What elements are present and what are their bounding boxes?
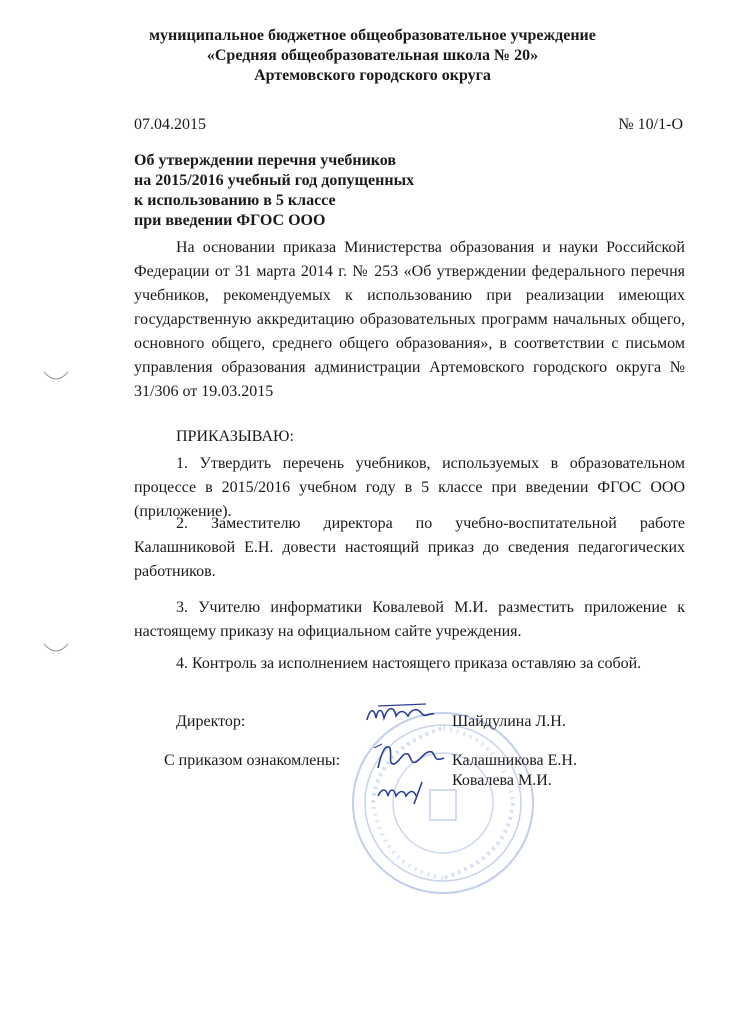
subject-line-3: к использованию в 5 классе — [134, 192, 336, 209]
order-item-4: 4. Контроль за исполнением настоящего приказа оставляю за собой. — [176, 655, 642, 672]
institution-header — [60, 26, 685, 86]
acknowledged-name-1: Калашникова Е.Н. — [452, 752, 577, 769]
header-line-3: Артемовского городского округа — [254, 67, 491, 84]
document-date: 07.04.2015 — [134, 116, 206, 133]
acknowledged-names — [452, 751, 577, 791]
director-signature — [364, 700, 438, 728]
document-subject — [134, 151, 414, 231]
kovaleva-signature — [374, 778, 434, 806]
director-name: Шайдулина Л.Н. — [452, 713, 566, 730]
acknowledged-name-2: Ковалева М.И. — [452, 772, 552, 789]
order-word: ПРИКАЗЫВАЮ: — [176, 428, 294, 445]
director-label: Директор: — [176, 713, 246, 730]
subject-line-1: Об утверждении перечня учебников — [134, 152, 397, 169]
header-line-2: «Средняя общеобразовательная школа № 20» — [206, 47, 539, 64]
order-item-2: 2. Заместителю директора по учебно-воспитательной работе Калашниковой Е.Н. довести настоящий приказ до сведения педагогических работников. — [134, 515, 685, 580]
kalashnikova-signature — [372, 740, 448, 774]
preamble-paragraph: На основании приказа Министерства образования и науки Российской Федерации от 31 марта 2014 г. № 253 «Об утверждении федерального перечня учебников, рекомендуемых к использованию при реализации имеющих государственную аккредитацию образовательных программ начальных общего, основного общего, среднего общего образования», в соответствии с письмом управления образования администрации Артемовского городского округа № 31/306 от 19.03.2015 — [134, 239, 685, 400]
order-item-1: 1. Утвердить перечень учебников, используемых в образовательном процессе в 2015/2016 учебном году в 5 классе при введении ФГОС ООО (приложение). — [134, 455, 685, 520]
order-item-3: 3. Учителю информатики Ковалевой М.И. разместить приложение к настоящему приказу на официальном сайте учреждения. — [134, 599, 685, 640]
acknowledged-label: С приказом ознакомлены: — [164, 752, 341, 769]
document-number: № 10/1-О — [618, 116, 683, 133]
subject-line-2: на 2015/2016 учебный год допущенных — [134, 172, 415, 189]
subject-line-4: при введении ФГОС ООО — [134, 212, 326, 229]
binder-hole-mark-2 — [42, 640, 70, 656]
header-line-1: муниципальное бюджетное общеобразовательное учреждение — [149, 27, 596, 44]
binder-hole-mark-1 — [42, 368, 70, 384]
